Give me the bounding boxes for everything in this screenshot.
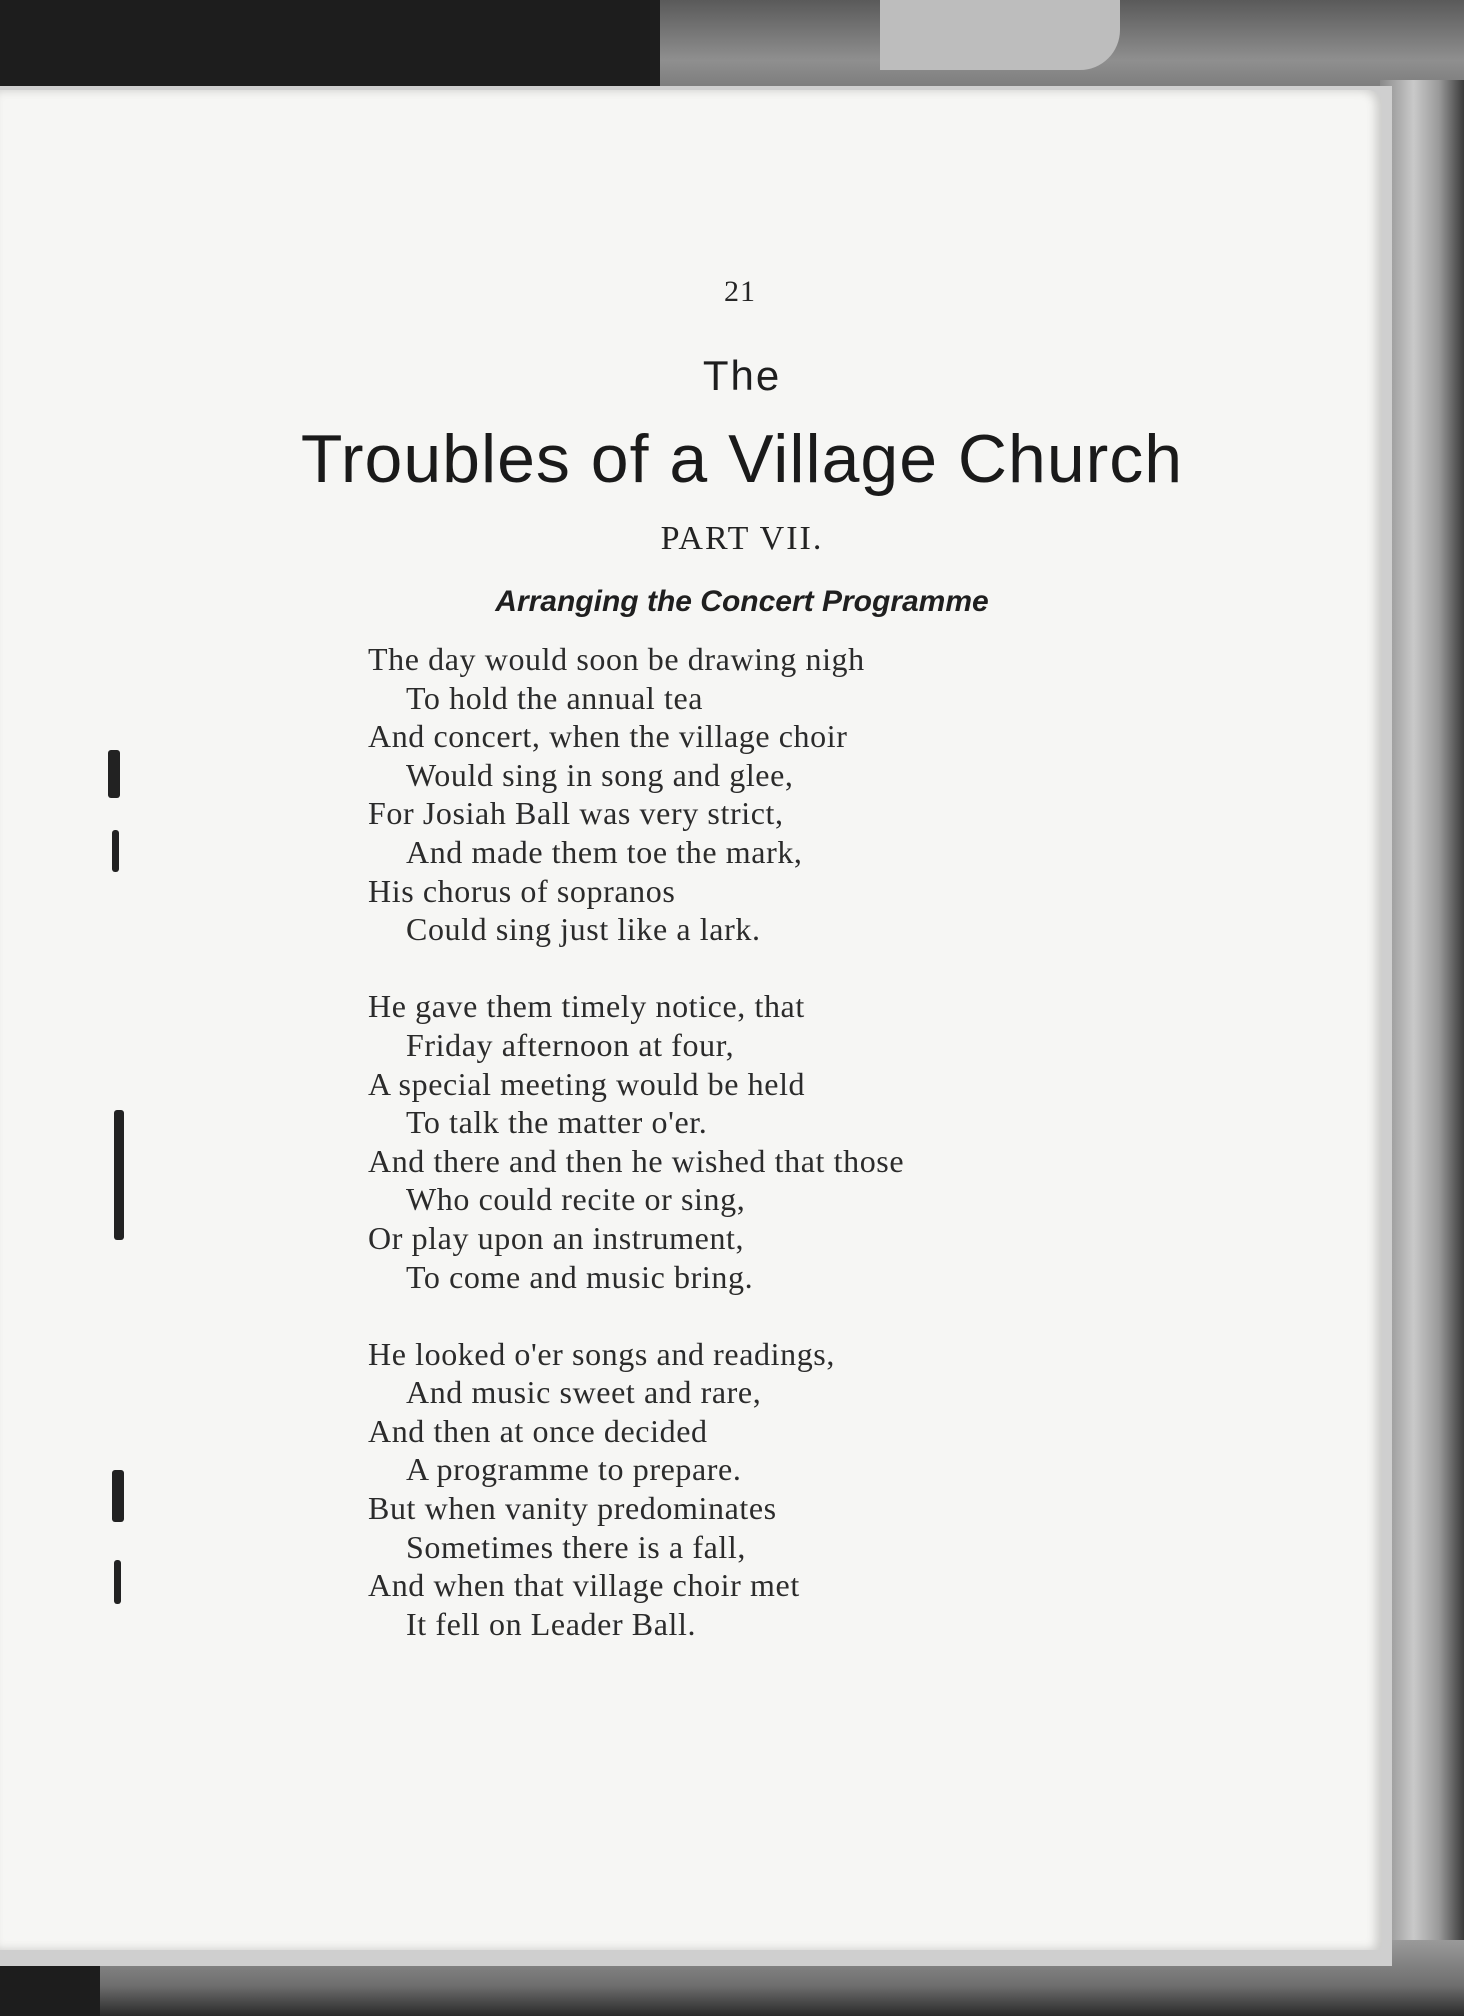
page-number: 21 <box>724 275 756 308</box>
poem-line: Or play upon an instrument, <box>368 1219 745 1256</box>
poem-line: But when vanity predominates <box>368 1490 777 1527</box>
poem-line: And when that village choir met <box>368 1567 800 1604</box>
poem-line: And music sweet and rare, <box>406 1374 762 1411</box>
poem-line: And made them toe the mark, <box>406 833 803 870</box>
poem-line: To come and music bring. <box>406 1258 754 1295</box>
poem-line: It fell on Leader Ball. <box>406 1605 697 1642</box>
poem-line: And concert, when the village choir <box>368 718 848 755</box>
stanza <box>368 987 1088 1296</box>
poem-line: A special meeting would be held <box>368 1065 806 1102</box>
poem-line: Could sing just like a lark. <box>406 911 761 948</box>
poem-line: Friday afternoon at four, <box>406 1026 735 1063</box>
poem-line: He looked o'er songs and readings, <box>368 1335 835 1372</box>
poem-line: His chorus of sopranos <box>368 872 676 909</box>
torn-cover-fragment <box>880 0 1120 70</box>
poem-line: The day would soon be drawing nigh <box>368 641 865 677</box>
poem-line: To talk the matter o'er. <box>406 1104 708 1141</box>
binding-mark <box>112 1470 124 1522</box>
poem-line: Would sing in song and glee, <box>406 756 794 793</box>
title-prefix: The <box>702 352 782 399</box>
binding-mark <box>114 1110 124 1240</box>
poem-line: And there and then he wished that those <box>368 1142 905 1179</box>
page-title: Troubles of a Village Church <box>300 421 1184 497</box>
poem-line: And then at once decided <box>368 1412 708 1449</box>
poem-line: A programme to prepare. <box>406 1451 742 1488</box>
stanza <box>368 640 1088 949</box>
poem-line: Sometimes there is a fall, <box>406 1528 746 1565</box>
poem-line: For Josiah Ball was very strict, <box>368 795 784 832</box>
poem <box>368 640 1088 1682</box>
stanza <box>368 1335 1088 1644</box>
section-subtitle: Arranging the Concert Programme <box>495 585 989 618</box>
poem-line: To hold the annual tea <box>406 679 704 716</box>
binding-mark <box>108 750 120 798</box>
poem-line: He gave them timely notice, that <box>368 988 805 1025</box>
part-heading: PART VII. <box>660 520 824 557</box>
binding-mark <box>114 1560 121 1604</box>
poem-line: Who could recite or sing, <box>406 1181 746 1218</box>
binding-mark <box>112 830 119 872</box>
